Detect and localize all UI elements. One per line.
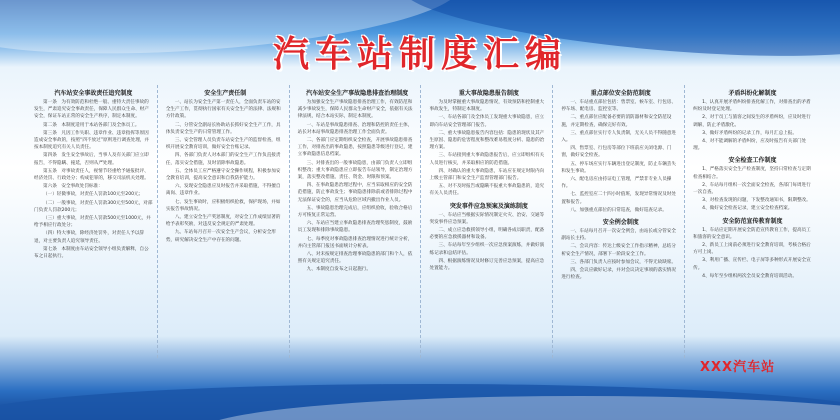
section-paragraph: 2、新员工上岗前必须进行安全教育培训，考核合格后方可上岗。 xyxy=(693,243,811,256)
section-paragraph: 2、车站每月组织一次全面安全检查，各部门每周进行一次自查。 xyxy=(693,182,811,196)
section-paragraph: 四、售票室、行包房等部位下班前应关闭电源、门窗，做好安全检查。 xyxy=(561,146,672,159)
section-paragraph: 一、车站各部门及全体员工发现重大事故隐患，应立即向车站安全管理部门报告。 xyxy=(429,115,545,128)
board-title: 汽车站制度汇编 xyxy=(272,34,567,75)
section-paragraph: 为加强安全生产事故隐患排查治理工作，有效防范和减少事故发生，保障人民群众生命财产安全，依据有关法律法规，结合本站实际，制定本制度。 xyxy=(297,100,413,120)
section-paragraph: （一）轻微事故，对责任人罚款100元至200元； xyxy=(43,192,144,198)
section-paragraph: 四、根据演练情况及时修订完善应急预案，提高应急处置能力。 xyxy=(429,258,545,272)
section-paragraph: 二、成立应急救援领导小组，明确各成员职责，配备必要的应急救援器材和设备。 xyxy=(429,228,545,241)
section-title: 安全防范宣传教育制度 xyxy=(722,217,783,225)
section-paragraph: 二、各部门应定期组织安全检查，开展事故隐患排查工作，对排查出的事故隐患，按照隐患等级进行登记，建立事故隐患信息档案。 xyxy=(297,138,413,158)
section-paragraph: 八、加强重点部位的日常巡查，做好巡查记录。 xyxy=(570,207,667,213)
section-paragraph: 六、配电房应由持证电工管理，严禁非专业人员操作。 xyxy=(561,177,672,190)
regulation-column xyxy=(557,85,685,358)
section-paragraph: 1、严格落实安全生产检查制度，坚持日常检查与定期检查相结合。 xyxy=(693,167,811,180)
section-paragraph: 4、做好安全检查记录，建立安全检查档案。 xyxy=(702,206,793,212)
section-paragraph: 三、安全管理人员负责车站安全生产的监督检查，组织开展安全教育培训，做好安全台账记录。 xyxy=(165,138,281,151)
section-paragraph: 2、对于员工与旅客之间发生的矛盾纠纷，应及时进行调解，防止矛盾激化。 xyxy=(693,115,811,128)
regulation-column xyxy=(30,85,158,358)
section-paragraph: 二、分管安全副站长协助站长抓好安全生产工作，具体负责安全生产的日常管理工作。 xyxy=(165,122,281,135)
section-title: 安全检查工作制度 xyxy=(728,157,777,165)
section-paragraph: （二）一般事故，对责任人罚款300元至500元，对部门负责人罚款200元； xyxy=(34,200,153,213)
section-paragraph: 四、对确认的重大事故隐患，车站应在规定时限内向上级主管部门和安全生产监督管理部门报告。 xyxy=(429,168,545,182)
section-paragraph: 1、认真开展矛盾纠纷排查化解工作，对排查出的矛盾纠纷及时登记处理。 xyxy=(693,100,811,113)
section-paragraph: 4、每年至少组织两次全员安全教育培训活动。 xyxy=(702,273,797,279)
section-title: 矛盾纠纷化解制度 xyxy=(728,90,777,97)
section-title: 汽车站安全生产事故隐患排查治理制度 xyxy=(306,90,409,97)
section-paragraph: 3、做好矛盾纠纷的记录工作，每月汇总上报。 xyxy=(702,130,797,136)
section-paragraph: 二、重点部位应配备必要的消防器材和安全防范设施，并定期检查，确保完好有效。 xyxy=(561,115,672,128)
section-paragraph: 一、站长为安全生产第一责任人，全面负责车站的安全生产工作，贯彻执行国家有关安全生产的法律、法规和方针政策。 xyxy=(165,100,281,120)
section-paragraph: 三、车站每年至少组织一次应急预案演练，并做好演练记录和总结评估。 xyxy=(429,243,545,256)
section-paragraph: 第四条 发生安全事故后，当事人及有关部门应立即报告，不得隐瞒、拖延，否则从严处理。 xyxy=(34,153,149,166)
section-paragraph: 四、会议应做好记录，并对会议决定事项的落实情况进行检查。 xyxy=(561,268,676,281)
section-paragraph: 六、发现安全隐患应及时报告并采取措施，不得擅自离岗、违章作业。 xyxy=(165,184,281,197)
section-paragraph: 二、会议内容：传达上级安全工作指示精神，总结分析安全生产情况，部署下一阶段安全工作。 xyxy=(561,244,676,257)
section-paragraph: 第一条 为有效防范和杜绝一般、重特大责任事故的发生，严肃追究安全事故责任，保障人民群众生命、财产安全，保证车站正常的安全生产秩序，制定本制度。 xyxy=(34,100,149,120)
section-paragraph: 四、在事故隐患治理过程中，应当采取相应的安全防范措施，防止事故发生；事故隐患排除前或者排除过程中无法保证安全的，应当从危险区域内撤出作业人员。 xyxy=(297,183,413,203)
regulation-column xyxy=(162,85,290,358)
section-paragraph: 五、全体员工应严格遵守安全操作规程，积极参加安全教育培训，提高安全意识和自我防护能力。 xyxy=(165,168,281,182)
section-paragraph: 3、利用广播、宣传栏、电子屏等多种形式开展安全宣传。 xyxy=(693,258,811,271)
section-paragraph: 一、车站重点部位包括：售票室、候车室、行包房、停车场、配电房、监控室等。 xyxy=(561,100,676,113)
section-paragraph: 五、对不及时报告或隐瞒不报重大事故隐患的，追究有关人员责任。 xyxy=(429,184,545,197)
section-paragraph: 七、监控室应二十四小时值班，发现异常情况及时处置和报告。 xyxy=(561,192,676,205)
section-paragraph: （四）特大事故，除经济处罚外，对责任人予以辞退，对主要负责人追究领导责任。 xyxy=(34,231,145,244)
section-paragraph: 八、建立安全生产奖惩制度，对安全工作成绩显著的给予表彰奖励，对违反安全规定的严肃处理。 xyxy=(165,215,281,228)
section-title: 重点部位安全防范制度 xyxy=(590,90,651,97)
section-paragraph: 第二条 本制度适用于本站各部门及全体员工。 xyxy=(43,122,140,128)
regulation-columns xyxy=(30,85,816,358)
section-paragraph: （三）重大事故，对责任人罚款500元至1000元，并给予相应行政处分； xyxy=(34,216,151,229)
section-paragraph: 八、对未按规定排查治理事故隐患的部门和个人，依照有关规定追究责任。 xyxy=(297,252,413,265)
section-paragraph: 五、停车场应实行车辆进出登记制度，防止车辆丢失和发生事故。 xyxy=(561,161,676,174)
section-paragraph: 六、车站应当建立事故隐患排查治理奖惩制度，鼓励员工发现和排除事故隐患。 xyxy=(297,221,413,234)
regulation-column xyxy=(294,85,422,358)
section-paragraph: 三、重点部位实行专人负责制，无关人员不得随意进入。 xyxy=(561,130,676,144)
station-name: XXX汽车站 xyxy=(700,360,776,375)
section-paragraph: 三、各部门负责人应按时参加会议，不得无故缺席。 xyxy=(570,259,676,265)
section-paragraph: 为及时掌握重大事故隐患情况，有效预防和控制重大事故发生，特制定本制度。 xyxy=(429,100,545,113)
regulation-column xyxy=(425,85,553,358)
section-title: 突发事件应急预案及演练制度 xyxy=(449,202,528,210)
section-paragraph: 一、车站每月召开一次安全例会，由站长或分管安全副站长主持。 xyxy=(561,229,676,242)
section-paragraph: 九、本制度自发布之日起施行。 xyxy=(306,267,371,273)
section-paragraph: 第六条 安全事故处罚标准： xyxy=(43,184,103,190)
section-paragraph: 第三条 凡因工作失职、违章作业、违章指挥等原因造成安全事故的，按照“四不放过”原则进行调查处理，并按本制度追究有关人员责任。 xyxy=(34,130,150,151)
section-paragraph: 3、对检查发现的问题，下发整改通知书，限期整改。 xyxy=(702,198,811,204)
section-paragraph: 九、车站每月召开一次安全生产会议，分析安全形势，研究解决安全生产中存在的问题。 xyxy=(165,230,276,243)
regulation-column xyxy=(689,85,816,358)
section-paragraph: 二、重大事故隐患报告内容包括：隐患的现状及其产生原因、隐患的危害程度和整改难易程度分析、隐患的治理方案。 xyxy=(429,130,545,151)
section-paragraph: 七、每季度对事故隐患排查治理情况进行统计分析，并向主管部门报送书面统计分析表。 xyxy=(297,236,413,249)
section-paragraph: 四、各部门负责人对本部门的安全生产工作负直接责任，落实安全措施，及时消除事故隐患。 xyxy=(165,153,281,166)
section-title: 重大事故隐患报告制度 xyxy=(458,90,519,97)
section-paragraph: 三、对排查出的一般事故隐患，由部门负责人立即组织整改；重大事故隐患应立即报告车站领导，制定治理方案，落实整改措施、责任、资金、时限和预案。 xyxy=(297,160,413,181)
section-paragraph: 一、车站是事故隐患排查、治理和防控的责任主体，站长对本站事故隐患排查治理工作全面负责。 xyxy=(297,122,413,135)
section-title: 汽车站安全事故责任追究制度 xyxy=(54,90,133,97)
section-paragraph: 一、车站应当根据实际情况制定火灾、治安、交通等突发事件应急预案。 xyxy=(429,212,545,225)
section-paragraph: 第七条 本制度由车站安全领导小组负责解释，自公布之日起执行。 xyxy=(34,246,149,260)
section-paragraph: 1、车站应定期开展安全防范宣传教育工作，提高员工和旅客的安全意识。 xyxy=(693,227,811,240)
section-paragraph: 七、发生事故时，应积极组织抢救，保护现场，并如实报告事故情况。 xyxy=(165,199,281,212)
section-paragraph: 三、车站接到重大事故隐患报告后，应立即组织有关人员进行核实，并采取相应的防范措施。 xyxy=(429,153,545,166)
section-title: 安全生产责任制 xyxy=(204,90,247,97)
section-title: 安全例会制度 xyxy=(602,219,639,227)
section-paragraph: 4、对不能调解的矛盾纠纷，应及时报告有关部门处理。 xyxy=(693,139,807,152)
section-paragraph: 第五条 对事故责任人，视情节轻重给予通报批评、经济处罚、行政处分；构成犯罪的，移交司法机关处理。 xyxy=(34,168,149,182)
section-paragraph: 五、事故隐患治理完成后，应组织验收，验收合格后方可恢复正常运营。 xyxy=(297,205,413,219)
